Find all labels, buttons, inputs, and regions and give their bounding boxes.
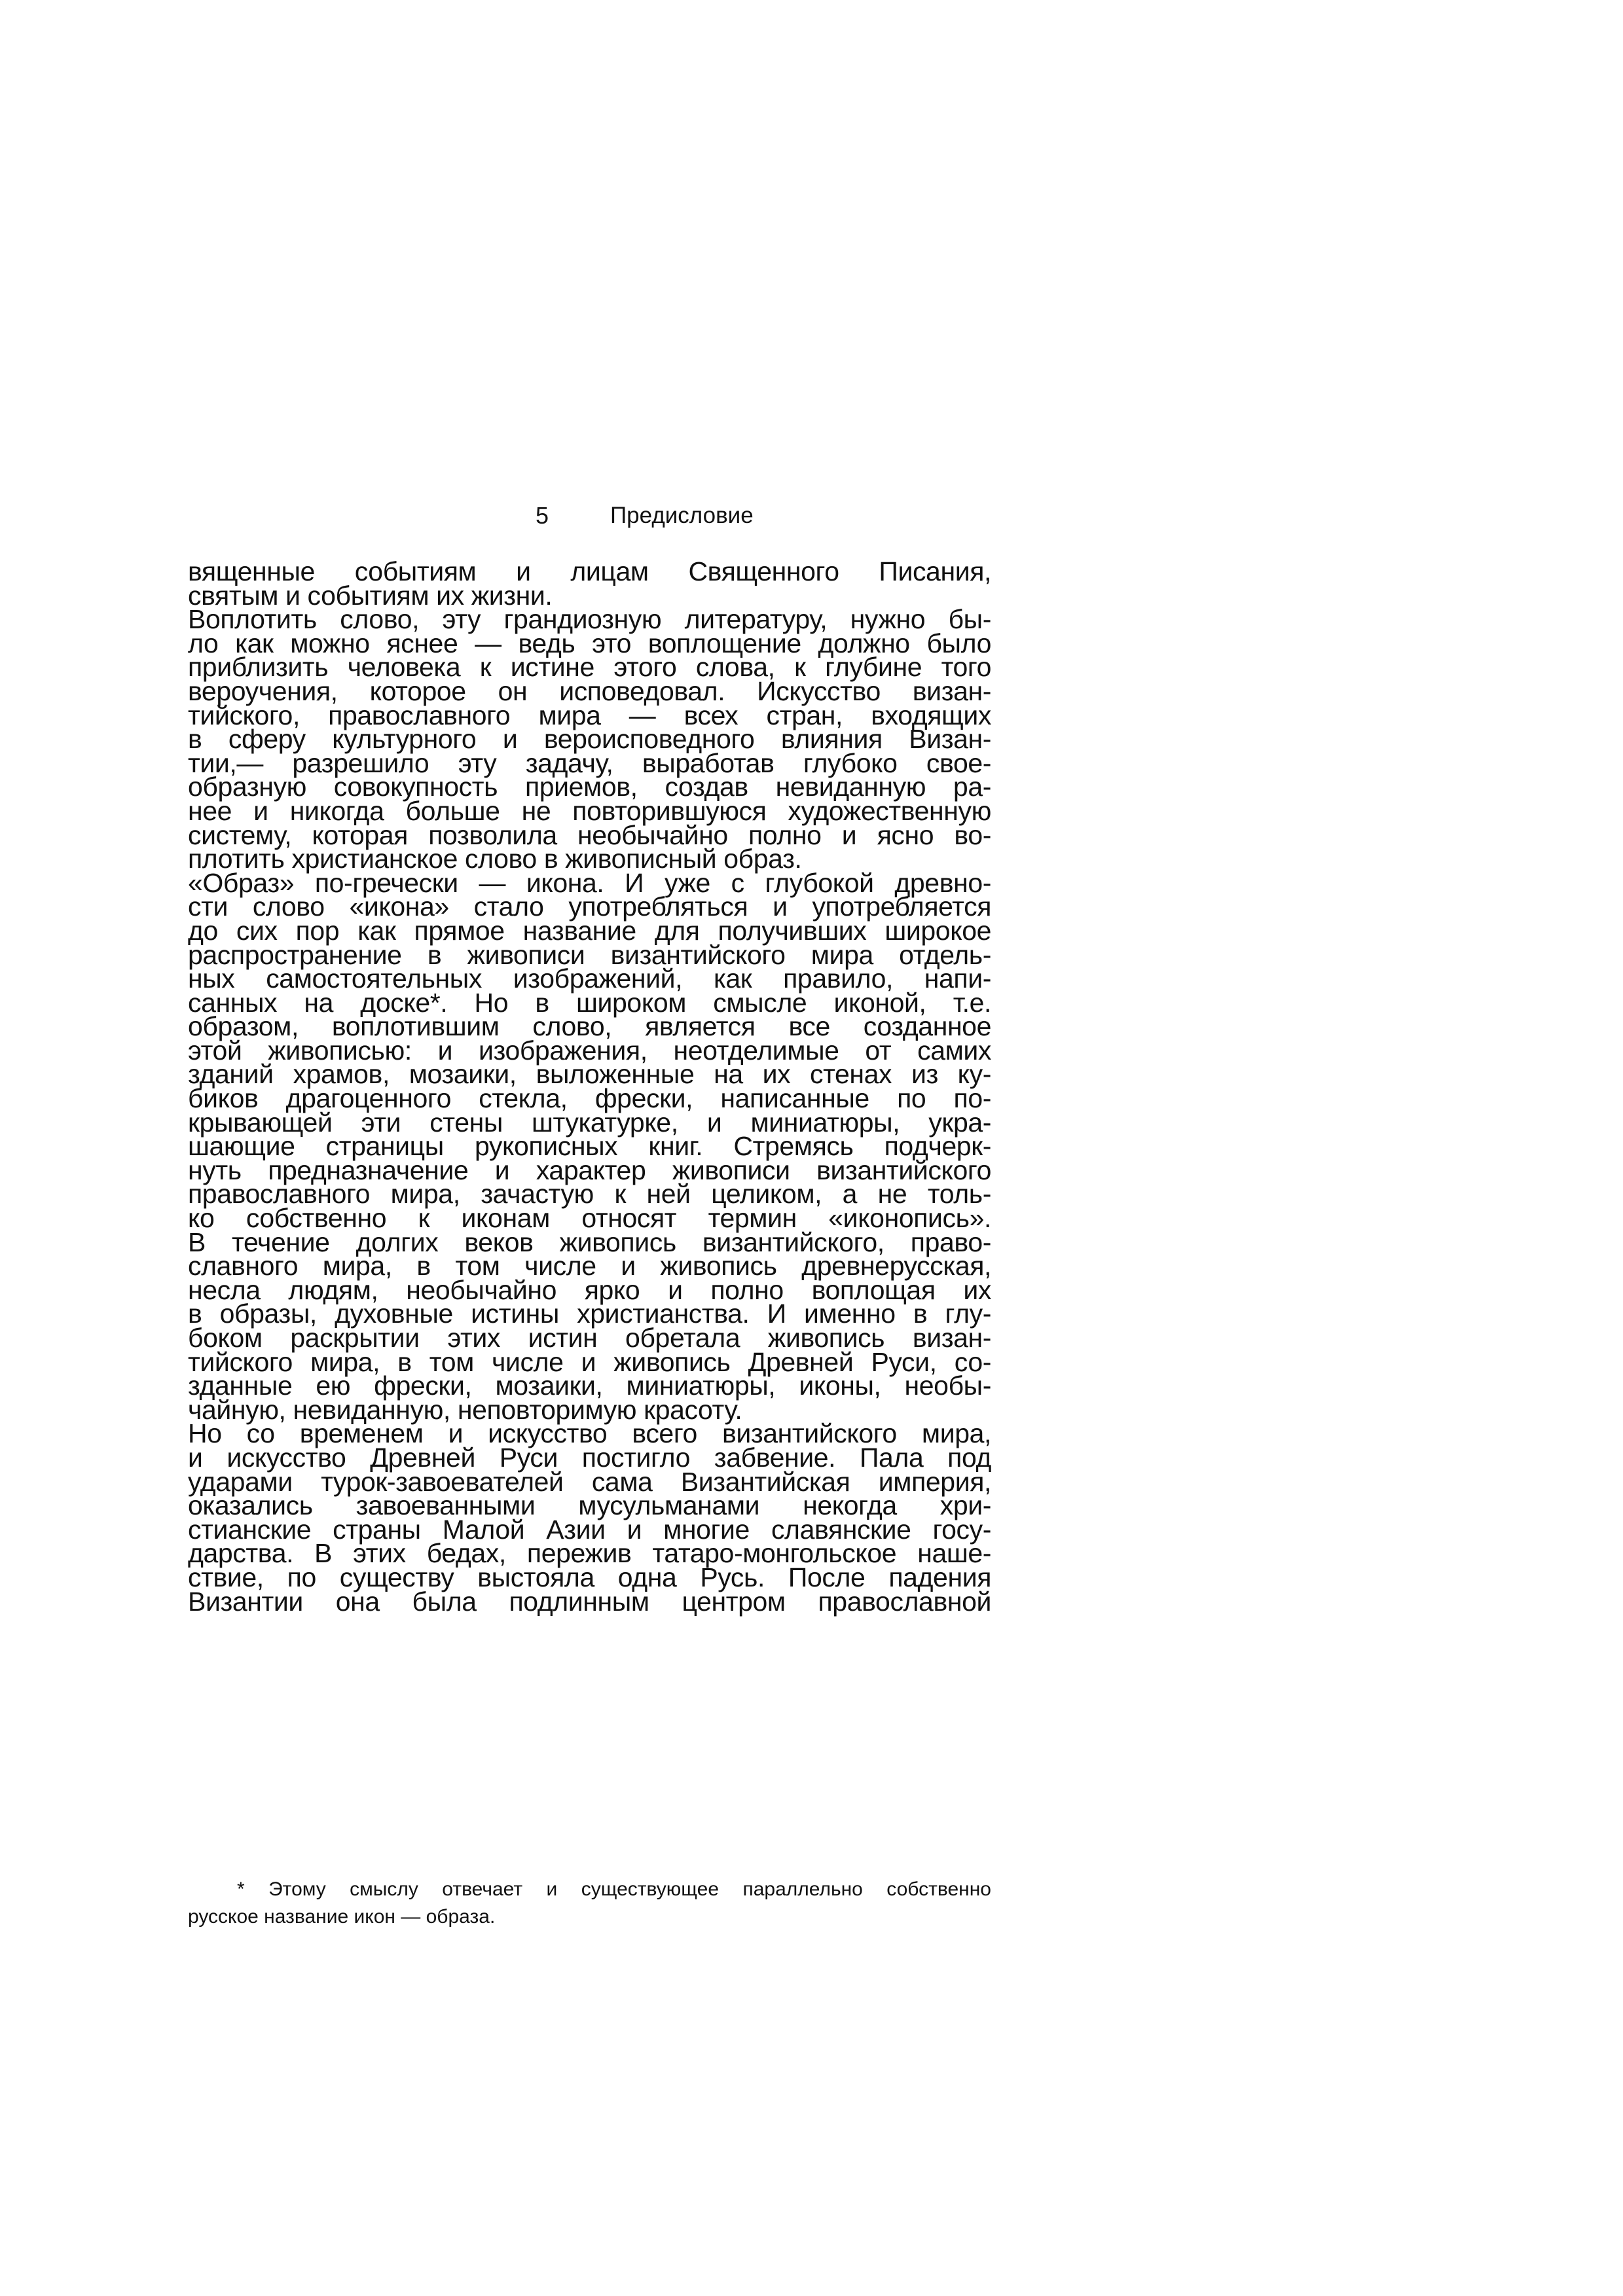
text-line: шающие страницы рукописных книг. Стремясь подчерк- xyxy=(188,1131,991,1162)
text-line: «Образ» по-гречески — икона. И уже с глубокой древно- xyxy=(188,867,991,898)
text-line: тийского, православного мира — всех стран, входящих xyxy=(188,700,991,730)
text-line: зданные ею фрески, мозаики, миниатюры, иконы, необы- xyxy=(188,1371,991,1401)
text-line: нее и никогда больше не повторившуюся художественную xyxy=(188,795,991,826)
text-line: и искусство Древней Руси постигло забвение. Пала под xyxy=(188,1442,991,1473)
text-line: вященные событиям и лицам Священного Писания, xyxy=(188,556,991,586)
text-line: Воплотить слово, эту грандиозную литературу, нужно бы- xyxy=(188,604,991,635)
text-line: тийского мира, в том числе и живопись Древней Руси, со- xyxy=(188,1346,991,1377)
text-line: чайную, невиданную, неповторимую красоту. xyxy=(188,1394,742,1425)
body-text xyxy=(188,556,991,1617)
text-line: несла людям, необычайно ярко и полно воплощая их xyxy=(188,1274,991,1305)
text-line: плотить христианское слово в живописный образ. xyxy=(188,844,802,874)
text-line: нуть предназначение и характер живописи византийского xyxy=(188,1155,991,1185)
text-line: ло как можно яснее — ведь это воплощение должно было xyxy=(188,628,991,658)
text-line: в образы, духовные истины христианства. И именно в глу- xyxy=(188,1299,991,1329)
text-line: ных самостоятельных изображений, как правило, напи- xyxy=(188,963,991,994)
text-line: В течение долгих веков живопись византийского, право- xyxy=(188,1227,991,1257)
text-line: распространение в живописи византийского мира отдель- xyxy=(188,939,991,970)
text-line: славного мира, в том числе и живопись древнерусская, xyxy=(188,1251,991,1282)
text-line: ко собственно к иконам относят термин «иконопись». xyxy=(188,1203,991,1234)
text-line: боком раскрытии этих истин обретала живопись визан- xyxy=(188,1323,991,1353)
text-line: санных на доске*. Но в широком смысле иконой, т.е. xyxy=(188,987,991,1018)
text-line: дарства. В этих бедах, пережив татаро-монгольское наше- xyxy=(188,1538,991,1569)
text-line: образом, воплотившим слово, является все созданное xyxy=(188,1011,991,1042)
text-line: систему, которая позволила необычайно полно и ясно во- xyxy=(188,819,991,850)
text-line: Византии она была подлинным центром православной xyxy=(188,1586,991,1617)
running-header xyxy=(0,496,1623,535)
text-line: в сферу культурного и вероисповедного влияния Визан- xyxy=(188,724,991,755)
text-line: крывающей эти стены штукатурке, и миниатюры, укра- xyxy=(188,1107,991,1138)
text-line: православного мира, зачастую к ней целиком, а не толь- xyxy=(188,1179,991,1210)
text-line: биков драгоценного стекла, фрески, написанные по по- xyxy=(188,1083,991,1114)
text-line: сти слово «икона» стало употребляться и употребляется xyxy=(188,891,991,922)
footnote-line: русское название икон — образа. xyxy=(188,1906,496,1928)
text-line: этой живописью: и изображения, неотделимые от самих xyxy=(188,1035,991,1066)
text-line: образную совокупность приемов, создав невиданную ра- xyxy=(188,772,991,802)
text-line: святым и событиям их жизни. xyxy=(188,580,553,611)
text-line: до сих пор как прямое название для получивших широкое xyxy=(188,915,991,946)
text-line: ударами турок-завоевателей сама Византийская империя, xyxy=(188,1466,991,1497)
text-line: Но со временем и искусство всего византийского мира, xyxy=(188,1418,991,1449)
text-line: оказались завоеванными мусульманами некогда хри- xyxy=(188,1490,991,1521)
footnote-line: * Этому смыслу отвечает и существующее параллельно собственно xyxy=(237,1878,991,1900)
text-line: вероучения, которое он исповедовал. Искусство визан- xyxy=(188,675,991,706)
text-line: тии,— разрешило эту задачу, выработав глубоко свое- xyxy=(188,747,991,778)
text-line: ствие, по существу выстояла одна Русь. После падения xyxy=(188,1562,991,1592)
section-title: Предисловие xyxy=(610,503,754,528)
page-number: 5 xyxy=(536,502,549,529)
text-line: зданий храмов, мозаики, выложенные на их стенах из ку- xyxy=(188,1059,991,1090)
text-line: приблизить человека к истине этого слова, к глубине того xyxy=(188,652,991,683)
footnote xyxy=(188,1876,991,1931)
text-line: стианские страны Малой Азии и многие славянские госу- xyxy=(188,1514,991,1545)
